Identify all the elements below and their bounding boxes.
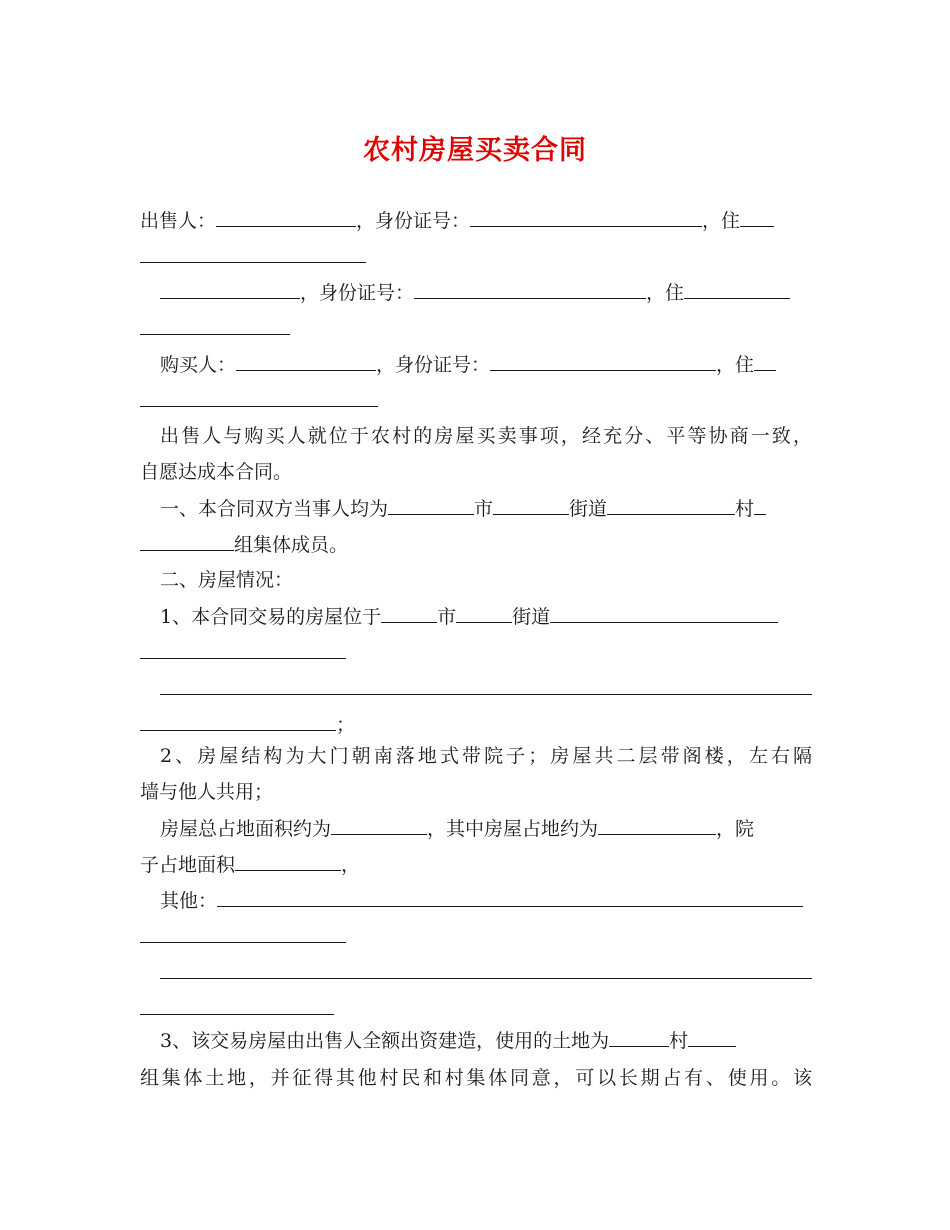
other-line-end: [140, 996, 812, 1020]
co-seller-id-label: ，身份证号：: [300, 282, 415, 304]
location-street-blank[interactable]: [456, 604, 512, 623]
other-line-full: [140, 960, 812, 984]
land-village-label: 村: [669, 1030, 689, 1052]
location-text: 1、本合同交易的房屋位于: [160, 606, 382, 628]
location-address-blank[interactable]: [550, 604, 778, 623]
clause-1-text: 一、本合同双方当事人均为: [160, 498, 389, 520]
buyer-label: 购买人：: [160, 354, 237, 376]
total-area-blank[interactable]: [331, 816, 427, 835]
buyer-line: [140, 352, 812, 376]
seller-line: [140, 208, 812, 232]
yard-area-blank[interactable]: [235, 852, 341, 871]
buyer-line-continued: [140, 388, 812, 412]
group-blank-2[interactable]: [140, 532, 234, 551]
land-line-continued: 组集体土地，并征得其他村民和村集体同意，可以长期占有、使用。该: [140, 1067, 812, 1089]
location-line-end: [140, 712, 812, 736]
house-area-label: ，其中房屋占地约为: [427, 818, 599, 840]
buyer-id-blank[interactable]: [490, 352, 716, 371]
location-address-blank-3[interactable]: [160, 676, 812, 695]
preamble-line-2: 自愿达成本合同。: [140, 461, 293, 483]
co-seller-address-label: ，住: [646, 282, 685, 304]
other-blank-3[interactable]: [160, 960, 812, 979]
location-city-label: 市: [437, 606, 457, 628]
co-seller-name-blank[interactable]: [160, 280, 300, 299]
location-line-continued: [140, 640, 812, 664]
house-area-blank[interactable]: [598, 816, 716, 835]
land-line: [140, 1028, 812, 1052]
clause-1-line-continued: [140, 532, 812, 556]
clause-1-line: [140, 496, 812, 520]
seller-line-continued: [140, 244, 812, 268]
location-address-blank-2[interactable]: [140, 640, 346, 659]
location-city-blank[interactable]: [381, 604, 437, 623]
seller-id-blank[interactable]: [470, 208, 702, 227]
land-group-blank[interactable]: [688, 1028, 736, 1047]
preamble-line-1: 出售人与购买人就位于农村的房屋买卖事项，经充分、平等协商一致，: [160, 425, 812, 447]
yard-area-end: ，: [341, 854, 361, 876]
yard-label: ，院: [716, 818, 755, 840]
seller-address-blank-2[interactable]: [140, 244, 366, 263]
group-blank[interactable]: [754, 496, 766, 515]
group-member-text: 组集体成员。: [234, 534, 349, 556]
other-label: 其他：: [160, 890, 218, 912]
co-seller-line-continued: [140, 316, 812, 340]
buyer-id-label: ，身份证号：: [376, 354, 491, 376]
seller-label: 出售人：: [140, 210, 217, 232]
buyer-name-blank[interactable]: [236, 352, 376, 371]
seller-address-label: ，住: [702, 210, 741, 232]
land-text: 3、该交易房屋由出售人全额出资建造，使用的土地为: [160, 1030, 610, 1052]
buyer-address-blank[interactable]: [754, 352, 776, 371]
seller-id-label: ，身份证号：: [356, 210, 471, 232]
co-seller-address-blank[interactable]: [684, 280, 790, 299]
other-line-continued: [140, 924, 812, 948]
yard-area-label: 子占地面积: [140, 854, 236, 876]
seller-address-blank[interactable]: [740, 208, 774, 227]
location-line-full: [140, 676, 812, 700]
location-street-label: 街道: [512, 606, 551, 628]
area-line-continued: [140, 852, 812, 876]
co-seller-id-blank[interactable]: [414, 280, 646, 299]
city-label: 市: [474, 498, 494, 520]
location-address-blank-4[interactable]: [140, 712, 336, 731]
land-village-blank[interactable]: [609, 1028, 669, 1047]
village-label: 村: [735, 498, 755, 520]
buyer-address-blank-2[interactable]: [140, 388, 378, 407]
seller-name-blank[interactable]: [216, 208, 356, 227]
city-blank[interactable]: [388, 496, 474, 515]
street-blank[interactable]: [493, 496, 569, 515]
structure-line-2: 墙与他人共用；: [140, 781, 274, 803]
structure-line-1: 2、房屋结构为大门朝南落地式带院子；房屋共二层带阁楼，左右隔: [160, 745, 812, 767]
co-seller-line: [140, 280, 812, 304]
buyer-address-label: ，住: [716, 354, 755, 376]
other-blank[interactable]: [217, 888, 803, 907]
village-blank[interactable]: [607, 496, 735, 515]
clause-2-heading: 二、房屋情况：: [160, 569, 294, 591]
other-blank-4[interactable]: [140, 996, 334, 1015]
location-line: [140, 604, 812, 628]
other-line: [140, 888, 812, 912]
location-end-mark: ；: [336, 714, 356, 736]
other-blank-2[interactable]: [140, 924, 346, 943]
co-seller-address-blank-2[interactable]: [140, 316, 290, 335]
street-label: 街道: [569, 498, 608, 520]
area-line: [140, 816, 812, 840]
total-area-label: 房屋总占地面积约为: [160, 818, 332, 840]
contract-title: 农村房屋买卖合同: [363, 135, 587, 166]
